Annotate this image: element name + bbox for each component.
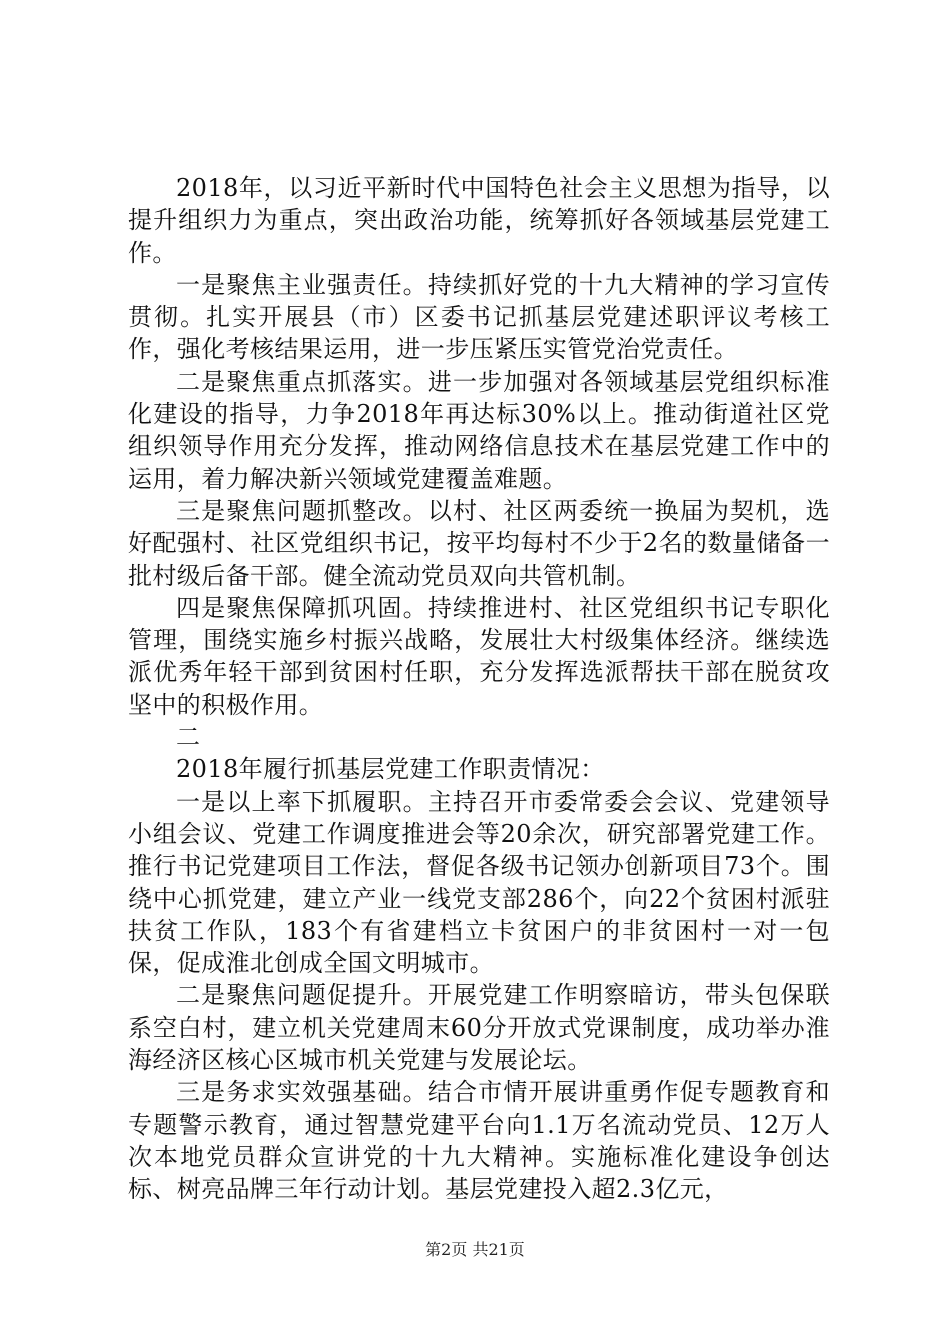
paragraph-point-1: 一是聚焦主业强责任。持续抓好党的十九大精神的学习宣传贯彻。扎实开展县（市）区委书记抓基层党建述职评议考核工作，强化考核结果运用，进一步压紧压实管党治党责任。 — [128, 270, 830, 364]
paragraph-duty-2: 二是聚焦问题促提升。开展党建工作明察暗访，带头包保联系空白村，建立机关党建周末60分开放式党课制度，成功举办淮海经济区核心区城市机关党建与发展论坛。 — [128, 981, 830, 1075]
document-body — [128, 172, 830, 1206]
paragraph-duty-3: 三是务求实效强基础。结合市情开展讲重勇作促专题教育和专题警示教育，通过智慧党建平台向1.1万名流动党员、12万人次本地党员群众宣讲党的十九大精神。实施标准化建设争创达标、树亮品牌三年行动计划。基层党建投入超2.3亿元， — [128, 1078, 830, 1204]
paragraph-intro: 2018年，以习近平新时代中国特色社会主义思想为指导，以提升组织力为重点，突出政治功能，统筹抓好各领域基层党建工作。 — [128, 174, 830, 267]
paragraph-point-4: 四是聚焦保障抓巩固。持续推进村、社区党组织书记专职化管理，围绕实施乡村振兴战略，发展壮大村级集体经济。继续选派优秀年轻干部到贫困村任职，充分发挥选派帮扶干部在脱贫攻坚中的积极作用。 — [128, 593, 830, 719]
paragraph-duty-1: 一是以上率下抓履职。主持召开市委常委会会议、党建领导小组会议、党建工作调度推进会等20余次，研究部署党建工作。推行书记党建项目工作法，督促各级书记领办创新项目73个。围绕中心抓党建，建立产业一线党支部286个，向22个贫困村派驻扶贫工作队，183个有省建档立卡贫困户的非贫困村一对一包保，促成淮北创成全国文明城市。 — [128, 787, 830, 978]
section-heading: 2018年履行抓基层党建工作职责情况： — [176, 755, 605, 784]
paragraph-point-2: 二是聚焦重点抓落实。进一步加强对各领域基层党组织标准化建设的指导，力争2018年再达标30%以上。推动街道社区党组织领导作用充分发挥，推动网络信息技术在基层党建工作中的运用，着力解决新兴领域党建覆盖难题。 — [128, 367, 830, 493]
page-footer: 第2页 共21页 — [425, 1240, 525, 1259]
paragraph-point-3: 三是聚焦问题抓整改。以村、社区两委统一换届为契机，选好配强村、社区党组织书记，按平均每村不少于2名的数量储备一批村级后备干部。健全流动党员双向共管机制。 — [128, 496, 830, 590]
section-number: 二 — [176, 723, 201, 752]
